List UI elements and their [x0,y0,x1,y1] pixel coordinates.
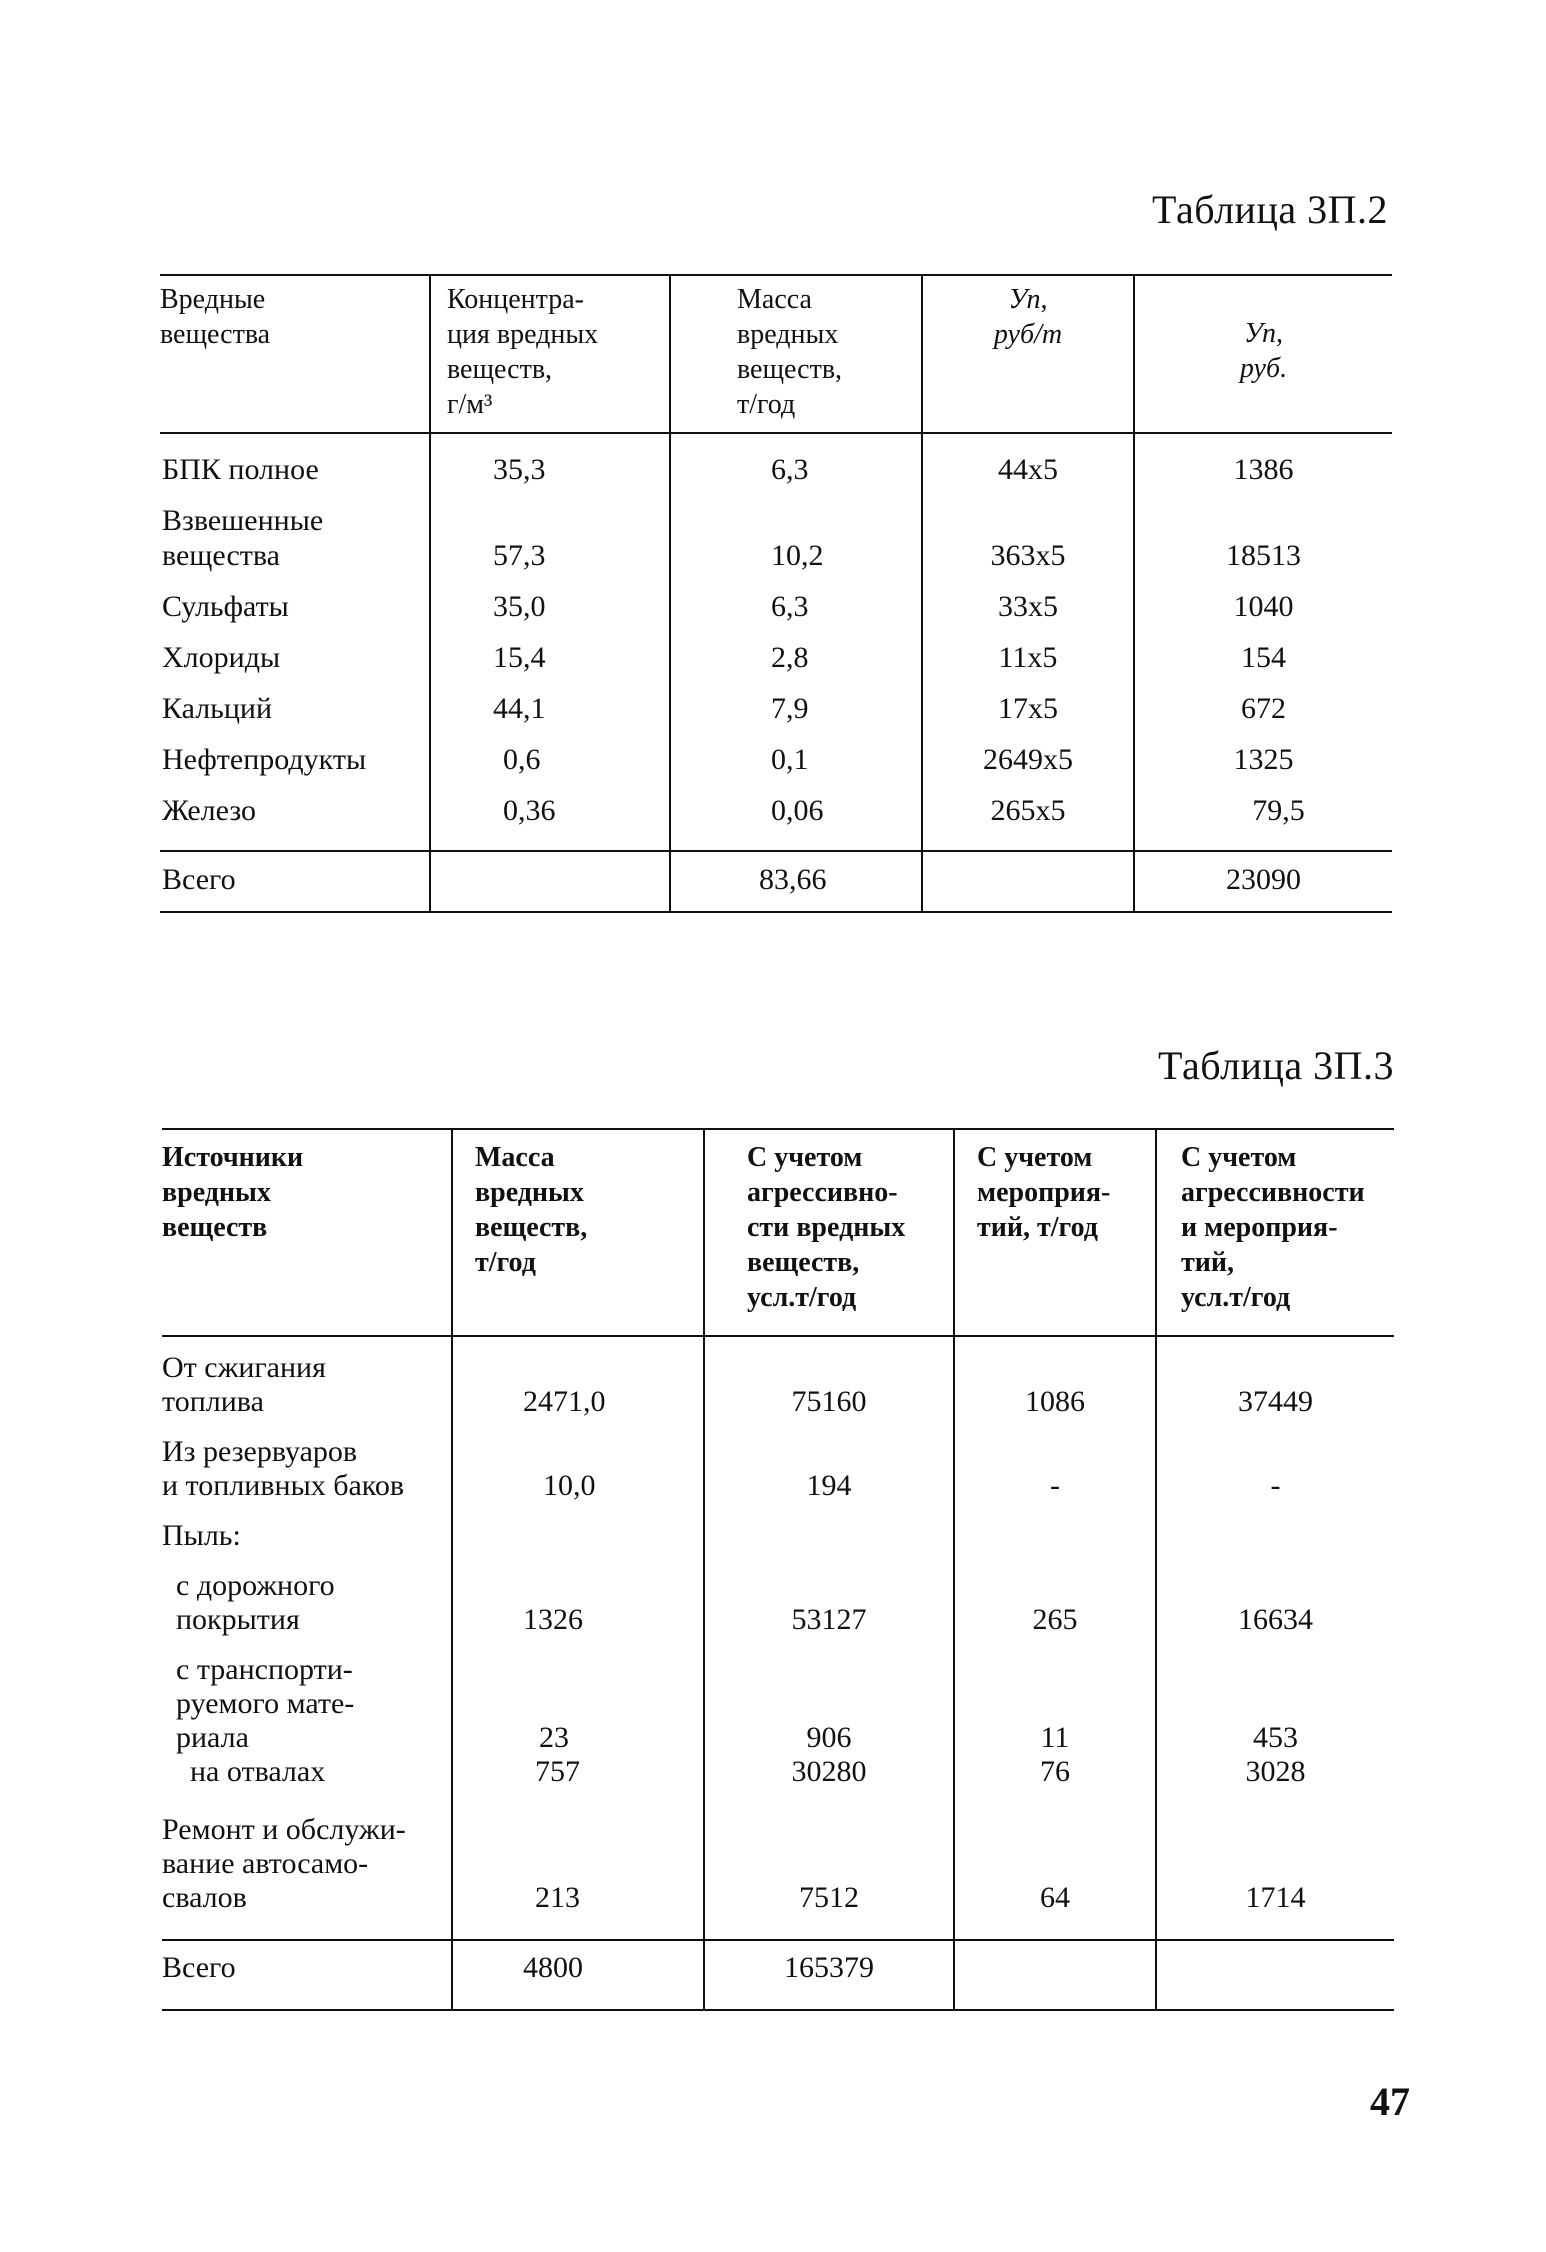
t2-cell: Пыль: [162,1513,452,1563]
t1-cell: 44x5 [922,433,1134,495]
t1-cell: 35,3 [430,433,670,495]
t2-cell: 453 [1253,1721,1298,1754]
t2-cell [954,1513,1156,1563]
table-row [160,785,1392,851]
t2-cell: с транспорти- руемого мате- риала [162,1647,452,1755]
t1-cell: 35,0 [430,581,670,632]
t2-cell: 11 [954,1647,1156,1755]
t2-header-measures: С учетом мероприя- тий, т/год [954,1129,1156,1336]
t1-header-mass: Масса вредных веществ, т/год [670,275,922,433]
t1-cell: 1040 [1233,590,1294,623]
table-row [160,632,1392,683]
table-total-row [160,851,1392,912]
t1-cell: Железо [160,785,430,851]
table-row [162,1513,1394,1563]
table-row [160,734,1392,785]
t2-cell [452,1513,704,1563]
table-3p2-caption: Таблица 3П.2 [1152,187,1388,232]
t2-total-cell [954,1940,1156,2010]
table-row [162,1755,1394,1799]
t2-cell: Ремонт и обслужи- вание автосамо- свалов [162,1799,452,1940]
t1-total-cell [430,851,670,912]
t2-cell: 3028 [1245,1755,1306,1788]
t1-cell: 57,3 [430,495,670,581]
t2-total-cell [1156,1940,1394,2010]
table-row [160,495,1392,581]
t2-header-aggressiveness: С учетом агрессивно- сти вредных веществ, усл.т/год [704,1129,954,1336]
table-total-row [162,1940,1394,2010]
page-number: 47 [1370,2079,1410,2124]
t2-cell: 53127 [704,1563,954,1647]
t2-total-cell: Всего [162,1940,452,2010]
t1-cell: 154 [1241,641,1286,674]
table-3p3 [162,1128,1394,2011]
t2-cell: 213 [452,1799,704,1940]
t1-cell: 6,3 [670,581,922,632]
t1-cell: 265x5 [922,785,1134,851]
t2-cell [1156,1513,1394,1563]
table-3p3-caption: Таблица 3П.3 [1158,1043,1394,1088]
t1-cell: 44,1 [430,683,670,734]
t1-cell: 2,8 [670,632,922,683]
table-row [160,433,1392,495]
t1-cell: 79,5 [1252,794,1305,827]
t1-cell: 10,2 [670,495,922,581]
t1-cell: 33x5 [922,581,1134,632]
t1-cell: 1325 [1233,743,1294,776]
table-row [162,1799,1394,1940]
t2-cell: 1086 [954,1336,1156,1429]
t1-total-cell [922,851,1134,912]
t2-header-sources: Источники вредных веществ [162,1129,452,1336]
t1-cell: 1386 [1233,453,1294,486]
t2-total-cell: 4800 [452,1940,704,2010]
t1-cell: Нефтепродукты [160,734,430,785]
t1-cell: 0,36 [430,785,670,851]
t2-cell: 1326 [452,1563,704,1647]
table-row [162,1563,1394,1647]
t1-cell: 6,3 [670,433,922,495]
t2-cell: 64 [954,1799,1156,1940]
t1-cell: Сульфаты [160,581,430,632]
t2-header-mass: Масса вредных веществ, т/год [452,1129,704,1336]
t2-cell: 7512 [704,1799,954,1940]
t2-cell: От сжигания топлива [162,1336,452,1429]
t2-cell [704,1513,954,1563]
t1-total-cell: 83,66 [670,851,922,912]
table-row [162,1429,1394,1513]
t2-cell: - [1270,1469,1281,1502]
t1-cell: БПК полное [160,433,430,495]
t1-cell: Взвешенные вещества [160,495,430,581]
t1-cell: 0,06 [670,785,922,851]
t1-cell: 15,4 [430,632,670,683]
table-row [160,683,1392,734]
t1-cell: 11x5 [922,632,1134,683]
t2-cell: - [954,1429,1156,1513]
t1-header-concentration: Концентра- ция вредных веществ, г/м³ [430,275,670,433]
t2-cell: 10,0 [452,1429,704,1513]
t2-cell: 265 [954,1563,1156,1647]
t1-cell: Кальций [160,683,430,734]
t2-cell: 2471,0 [452,1336,704,1429]
table-3p2 [160,274,1392,913]
t2-cell: 75160 [704,1336,954,1429]
t2-cell: Из резервуаров и топливных баков [162,1429,452,1513]
t1-cell: 18513 [1226,539,1301,572]
t2-cell: 76 [954,1755,1156,1799]
t1-total-cell: Всего [160,851,430,912]
t1-cell: 0,6 [430,734,670,785]
t2-cell: 194 [704,1429,954,1513]
table-row [162,1647,1394,1755]
t2-cell: на отвалах [162,1755,452,1799]
t2-cell: 757 [452,1755,704,1799]
t1-cell: 672 [1241,692,1286,725]
t2-cell: с дорожного покрытия [162,1563,452,1647]
t1-header-damage-per-ton: Уп, руб/т [922,275,1134,433]
t1-cell: 7,9 [670,683,922,734]
t1-cell: 0,1 [670,734,922,785]
t2-header-aggressiveness-measures: С учетом агрессивности и мероприя- тий, усл.т/год [1156,1129,1394,1336]
table-row [162,1336,1394,1429]
table-row [160,581,1392,632]
t2-cell: 16634 [1238,1603,1313,1636]
t2-cell: 37449 [1238,1385,1313,1418]
t2-cell: 1714 [1245,1881,1306,1914]
t2-total-cell: 165379 [704,1940,954,2010]
t1-header-damage: Уп, руб. [1134,275,1392,433]
t2-cell: 30280 [704,1755,954,1799]
t1-header-substances: Вредные вещества [160,275,430,433]
t1-total-cell: 23090 [1134,851,1392,912]
t2-cell: 906 [704,1647,954,1755]
t1-cell: Хлориды [160,632,430,683]
t2-cell: 23 [452,1647,704,1755]
t1-cell: 363x5 [922,495,1134,581]
t1-cell: 2649x5 [922,734,1134,785]
t1-cell: 17x5 [922,683,1134,734]
